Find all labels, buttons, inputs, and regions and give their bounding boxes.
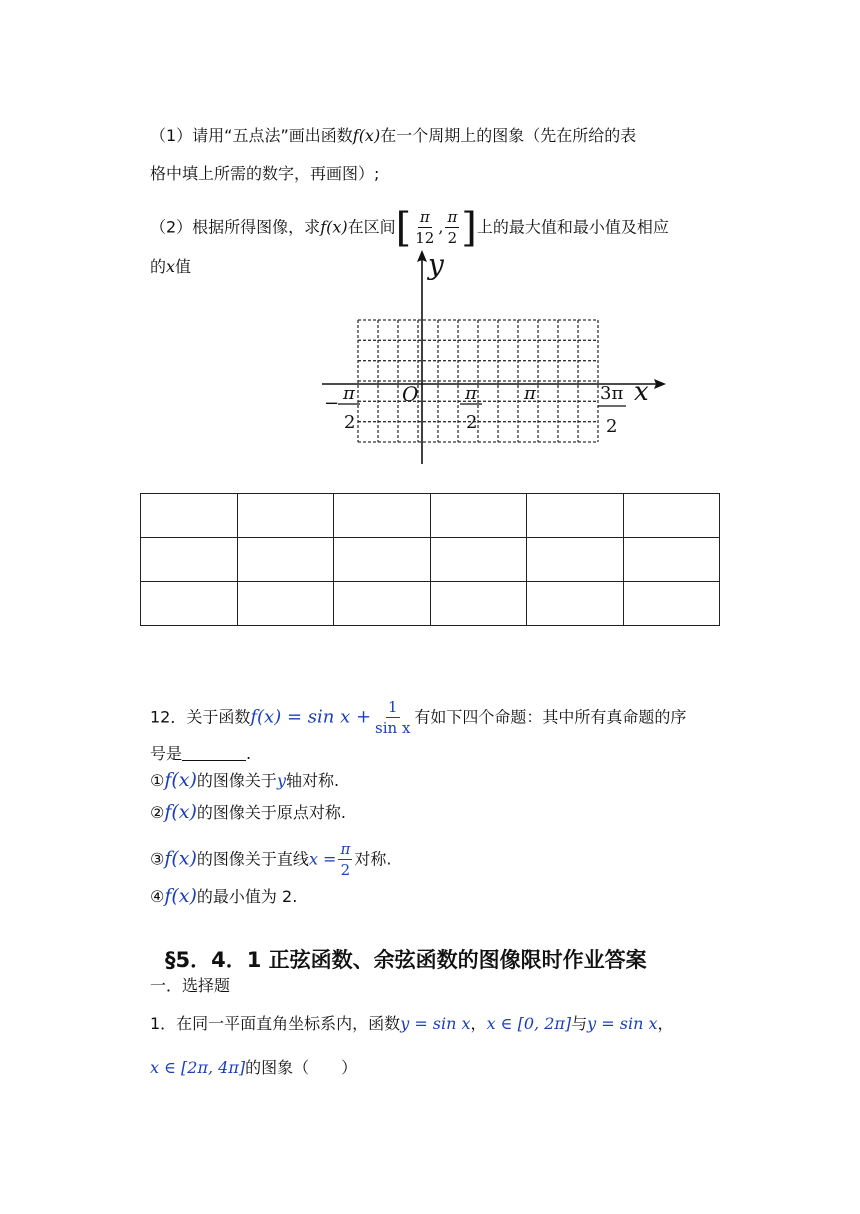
prop4-text: 的最小值为 2. [196, 887, 298, 906]
q1-comma1: ， [470, 1014, 487, 1033]
frac-num: π [419, 208, 430, 226]
table-cell[interactable] [430, 582, 527, 626]
fx-expression: f(x) [352, 126, 381, 145]
frac-den: sin x [375, 719, 411, 737]
table-cell[interactable] [141, 538, 238, 582]
table-cell[interactable] [430, 538, 527, 582]
prop3-text-a: 的图像关于直线 [196, 849, 309, 869]
tick-neg-pi2-num: π [343, 383, 355, 404]
tick-pi2-den: 2 [466, 412, 478, 433]
tick-3pi2-den: 2 [606, 416, 618, 437]
q1-text: 1．在同一平面直角坐标系内，函数 [150, 1014, 401, 1033]
tick-pi2-num: π [465, 383, 477, 404]
q11-part1-line2: 格中填上所需的数字，再画图）; [150, 164, 380, 183]
table-cell[interactable] [237, 494, 334, 538]
q11-part2-text-c: 上的最大值和最小值及相应 [476, 217, 669, 237]
q11-part1-line1 [150, 124, 636, 148]
origin-label: O [402, 382, 419, 406]
table-row [141, 494, 720, 538]
q1-tail: 的图象（ ） [245, 1058, 358, 1077]
frac-pi-2 [445, 210, 459, 246]
table-cell[interactable] [334, 494, 431, 538]
fx-expression: f(x) [164, 801, 197, 823]
table-cell[interactable] [334, 538, 431, 582]
table-cell[interactable] [623, 538, 720, 582]
prop-marker: ① [150, 771, 165, 790]
coordinate-grid-figure [318, 246, 678, 468]
frac-den: 2 [340, 861, 351, 879]
q12-lead: 12．关于函数 [150, 707, 251, 727]
q12-line2-text: 号是 [150, 744, 183, 763]
y-variable: y [276, 771, 286, 790]
fx-expression: f(x) [320, 217, 348, 237]
frac-den: 12 [415, 229, 435, 247]
frac-num: π [340, 840, 351, 858]
prop-marker: ② [150, 803, 165, 822]
q11-part1-text-b: 在一个周期上的图象（先在所给的表 [380, 126, 637, 145]
answer-blank[interactable] [182, 744, 246, 761]
table-row [141, 538, 720, 582]
q12-fraction [373, 700, 412, 736]
section-title: §5．4．1 正弦函数、余弦函数的图像限时作业答案 [165, 948, 647, 972]
table-cell[interactable] [527, 494, 624, 538]
q1-line2 [150, 1056, 357, 1080]
q1-set1: x ∈ [0, 2π] [486, 1014, 572, 1033]
q12-function: f(x) = sin x + [250, 706, 372, 728]
q12-line1 [150, 700, 686, 736]
fx-expression: f(x) [164, 885, 197, 907]
y-axis-label: y [428, 248, 444, 281]
table-cell[interactable] [430, 494, 527, 538]
q1-eq1: y = sin x [400, 1014, 471, 1033]
q12-line2 [150, 742, 251, 766]
q1-and: 与 [571, 1014, 588, 1033]
q12-tail: 有如下四个命题：其中所有真命题的序 [414, 707, 687, 727]
q1-line1 [150, 1012, 674, 1036]
table-row [141, 582, 720, 626]
table-cell[interactable] [237, 582, 334, 626]
prop2-text: 的图像关于原点对称. [196, 803, 347, 822]
table-cell[interactable] [623, 582, 720, 626]
right-bracket: ] [461, 205, 477, 251]
frac-pi-2 [338, 842, 352, 878]
tick-pi-label: π [524, 383, 536, 404]
prop1-text-a: 的图像关于 [196, 771, 277, 790]
q11-part2-line2 [150, 255, 191, 279]
q11-part2-line2-b: 值 [175, 257, 192, 276]
x-axis-label: x [634, 377, 649, 407]
q11-part2-text-a: （2）根据所得图像，求 [150, 217, 321, 237]
tick-3pi2-num: 3π [600, 383, 624, 404]
tick-neg-sign: − [324, 393, 340, 414]
q11-part2-text-b: 在区间 [347, 217, 396, 237]
q11-part2-line2-a: 的 [150, 257, 167, 276]
prop3-text-b: 对称. [354, 849, 392, 869]
frac-num: π [447, 208, 458, 226]
table-cell[interactable] [527, 538, 624, 582]
prop-1 [150, 768, 339, 793]
frac-pi-12 [413, 210, 436, 246]
q1-eq2: y = sin x [587, 1014, 658, 1033]
frac-num: 1 [387, 698, 398, 716]
q1-set2: x ∈ [2π, 4π] [150, 1058, 246, 1077]
fx-expression: f(x) [164, 847, 197, 870]
table-cell[interactable] [237, 538, 334, 582]
x-variable: x [166, 257, 176, 276]
q11-part2-line1: （2）根据所得图像，求f(x)在区间[ $\frac{\pi}{12}$ , $\frac{\pi}{2}$ ]上的最大值和最小值及相应 [150, 205, 669, 251]
q1-comma2: ， [657, 1014, 674, 1033]
table-cell[interactable] [623, 494, 720, 538]
prop-marker: ④ [150, 887, 165, 906]
tick-neg-pi2-den: 2 [344, 412, 356, 433]
prop-2 [150, 800, 346, 825]
prop-3 [150, 842, 391, 878]
frac-den: 2 [447, 229, 458, 247]
section-subtitle: 一．选择题 [150, 976, 231, 995]
dashed-grid [358, 320, 598, 442]
q12-line2-end: . [246, 744, 252, 763]
prop-4 [150, 884, 297, 909]
prop1-text-b: 轴对称. [285, 771, 340, 790]
table-cell[interactable] [527, 582, 624, 626]
five-point-table [140, 493, 720, 626]
left-bracket: [ [395, 205, 412, 251]
line-equation: x = [308, 849, 337, 869]
fx-expression: f(x) [164, 769, 197, 791]
q11-part1-text-a: （1）请用“五点法”画出函数 [150, 126, 353, 145]
prop-marker: ③ [150, 849, 165, 869]
table-cell[interactable] [334, 582, 431, 626]
table-cell[interactable] [141, 582, 238, 626]
table-cell[interactable] [141, 494, 238, 538]
